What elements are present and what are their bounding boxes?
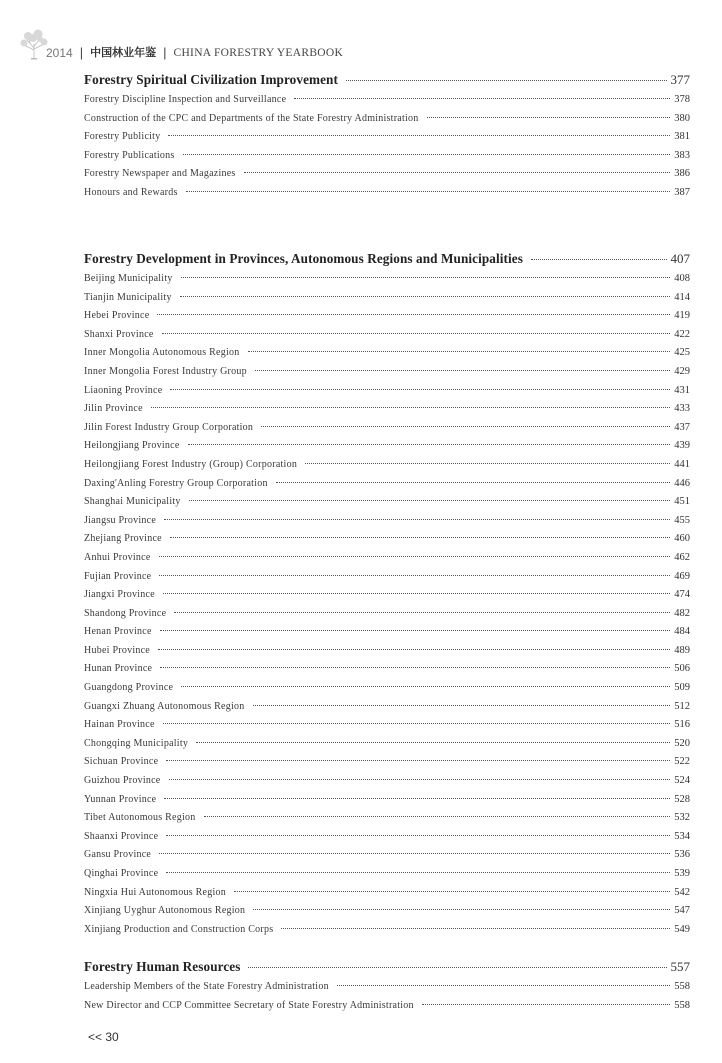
toc-entry[interactable] bbox=[84, 552, 690, 571]
dot-leader bbox=[163, 593, 670, 594]
dot-leader bbox=[164, 798, 670, 799]
entry-label: Forestry Publications bbox=[84, 149, 175, 161]
entry-page-number: 408 bbox=[674, 273, 690, 284]
dot-leader bbox=[422, 1004, 670, 1005]
entry-page-number: 455 bbox=[674, 514, 690, 526]
entry-label: Liaoning Province bbox=[84, 384, 163, 396]
entry-page-number: 482 bbox=[674, 607, 690, 619]
entry-page-number: 439 bbox=[674, 440, 690, 452]
entry-page-number: 433 bbox=[674, 403, 690, 415]
title-english: CHINA FORESTRY YEARBOOK bbox=[173, 47, 344, 59]
dot-leader bbox=[261, 426, 670, 427]
entry-label: Henan Province bbox=[84, 626, 152, 638]
toc-entry[interactable] bbox=[84, 94, 690, 113]
title-chinese: 中国林业年鉴 bbox=[90, 46, 157, 59]
entry-label: Heilongjiang Province bbox=[84, 440, 180, 452]
dot-leader bbox=[169, 779, 671, 780]
entry-label: Beijing Municipality bbox=[84, 273, 173, 284]
dot-leader bbox=[157, 314, 670, 315]
toc-entry[interactable] bbox=[84, 812, 690, 831]
entry-page-number: 532 bbox=[674, 812, 690, 824]
entry-page-number: 539 bbox=[674, 868, 690, 879]
entry-page-number: 437 bbox=[674, 421, 690, 433]
toc-entry[interactable] bbox=[84, 310, 690, 329]
dot-leader bbox=[248, 351, 671, 352]
toc-entry[interactable] bbox=[84, 794, 690, 813]
toc-entry[interactable] bbox=[84, 459, 690, 478]
dot-leader bbox=[281, 928, 670, 929]
toc-entry[interactable] bbox=[84, 719, 690, 738]
toc-entry[interactable] bbox=[84, 905, 690, 924]
entry-label: Guizhou Province bbox=[84, 775, 161, 787]
entry-label: New Director and CCP Committee Secretary of State Forestry Administration bbox=[84, 999, 414, 1011]
entry-label: Forestry Discipline Inspection and Surveillance bbox=[84, 94, 287, 105]
entry-label: Tianjin Municipality bbox=[84, 291, 172, 303]
dot-leader bbox=[234, 891, 670, 892]
toc-entry[interactable] bbox=[84, 701, 690, 720]
entry-page-number: 425 bbox=[674, 347, 690, 359]
dot-leader bbox=[181, 686, 670, 687]
entry-label: Jilin Forest Industry Group Corporation bbox=[84, 421, 254, 433]
toc-entry[interactable] bbox=[84, 515, 690, 534]
section-heading[interactable] bbox=[84, 72, 690, 94]
entry-label: Shaanxi Province bbox=[84, 830, 159, 842]
entry-page-number: 387 bbox=[674, 186, 690, 198]
entry-label: Hebei Province bbox=[84, 310, 150, 322]
dot-leader bbox=[166, 835, 670, 836]
toc-entry[interactable] bbox=[84, 608, 690, 627]
entry-page-number: 520 bbox=[674, 737, 690, 749]
entry-page-number: 469 bbox=[674, 570, 690, 582]
entry-label: Shandong Province bbox=[84, 607, 167, 619]
toc-entry[interactable] bbox=[84, 1000, 690, 1019]
toc-entry[interactable] bbox=[84, 775, 690, 794]
dot-leader bbox=[160, 667, 670, 668]
dot-leader bbox=[337, 985, 670, 986]
toc-entry[interactable] bbox=[84, 113, 690, 132]
entry-page-number: 429 bbox=[674, 365, 690, 377]
dot-leader bbox=[166, 872, 670, 873]
dot-leader bbox=[170, 389, 670, 390]
toc-entry[interactable] bbox=[84, 682, 690, 701]
toc-entry[interactable] bbox=[84, 440, 690, 459]
toc-section bbox=[84, 251, 690, 942]
entry-page-number: 524 bbox=[674, 775, 690, 787]
dot-leader bbox=[294, 98, 670, 99]
entry-page-number: 414 bbox=[674, 291, 690, 303]
toc-entry[interactable] bbox=[84, 187, 690, 206]
toc-entry[interactable] bbox=[84, 131, 690, 150]
entry-label: Sichuan Province bbox=[84, 756, 159, 768]
dot-leader bbox=[159, 853, 670, 854]
entry-page-number: 460 bbox=[674, 533, 690, 545]
entry-page-number: 558 bbox=[674, 981, 690, 992]
dot-leader bbox=[166, 760, 670, 761]
dot-leader bbox=[204, 816, 671, 817]
toc-section bbox=[84, 959, 690, 1018]
dot-leader bbox=[170, 537, 670, 538]
entry-page-number: 474 bbox=[674, 589, 690, 601]
dot-leader bbox=[159, 575, 670, 576]
running-header bbox=[18, 30, 343, 60]
entry-page-number: 522 bbox=[674, 756, 690, 768]
toc-entry[interactable] bbox=[84, 589, 690, 608]
entry-page-number: 377 bbox=[670, 72, 690, 87]
entry-page-number: 534 bbox=[674, 830, 690, 842]
toc-entry[interactable] bbox=[84, 273, 690, 292]
entry-label: Guangdong Province bbox=[84, 682, 174, 694]
toc-entry[interactable] bbox=[84, 403, 690, 422]
toc-entry[interactable] bbox=[84, 422, 690, 441]
dot-leader bbox=[346, 80, 667, 81]
dot-leader bbox=[160, 630, 671, 631]
toc-entry[interactable] bbox=[84, 868, 690, 887]
entry-label: Daxing'Anling Forestry Group Corporation bbox=[84, 477, 268, 489]
entry-page-number: 380 bbox=[674, 112, 690, 124]
entry-page-number: 441 bbox=[674, 458, 690, 470]
section-heading[interactable] bbox=[84, 251, 690, 273]
entry-page-number: 419 bbox=[674, 310, 690, 322]
toc-entry[interactable] bbox=[84, 738, 690, 757]
dot-leader bbox=[181, 277, 671, 278]
entry-label: Ningxia Hui Autonomous Region bbox=[84, 886, 226, 898]
entry-label: Hubei Province bbox=[84, 644, 150, 656]
entry-page-number: 512 bbox=[674, 700, 690, 712]
entry-label: Yunnan Province bbox=[84, 793, 157, 805]
entry-label: Honours and Rewards bbox=[84, 186, 178, 198]
entry-page-number: 381 bbox=[674, 131, 690, 143]
entry-label: Forestry Development in Provinces, Autonomous Regions and Municipalities bbox=[84, 251, 523, 266]
entry-label: Xinjiang Uyghur Autonomous Region bbox=[84, 905, 246, 917]
entry-label: Tibet Autonomous Region bbox=[84, 812, 196, 824]
entry-label: Forestry Publicity bbox=[84, 131, 161, 143]
toc-entry[interactable] bbox=[84, 329, 690, 348]
section-heading[interactable] bbox=[84, 959, 690, 981]
dot-leader bbox=[531, 259, 667, 260]
entry-page-number: 542 bbox=[674, 886, 690, 898]
entry-label: Jiangxi Province bbox=[84, 589, 155, 601]
entry-page-number: 516 bbox=[674, 719, 690, 731]
toc-entry[interactable] bbox=[84, 533, 690, 552]
entry-label: Forestry Newspaper and Magazines bbox=[84, 168, 236, 180]
toc-entry[interactable] bbox=[84, 478, 690, 497]
entry-page-number: 506 bbox=[674, 663, 690, 675]
dot-leader bbox=[151, 407, 670, 408]
entry-label: Shanghai Municipality bbox=[84, 496, 181, 508]
entry-page-number: 446 bbox=[674, 477, 690, 489]
entry-label: Inner Mongolia Autonomous Region bbox=[84, 347, 240, 359]
dot-leader bbox=[186, 191, 671, 192]
entry-page-number: 422 bbox=[674, 328, 690, 340]
dot-leader bbox=[255, 370, 670, 371]
entry-label: Leadership Members of the State Forestry Administration bbox=[84, 981, 329, 992]
dot-leader bbox=[244, 172, 671, 173]
entry-page-number: 509 bbox=[674, 682, 690, 694]
divider: | bbox=[79, 45, 84, 60]
entry-label: Shanxi Province bbox=[84, 328, 154, 340]
dot-leader bbox=[163, 723, 671, 724]
dot-leader bbox=[159, 556, 671, 557]
toc-entry[interactable] bbox=[84, 571, 690, 590]
entry-label: Chongqing Municipality bbox=[84, 737, 189, 749]
dot-leader bbox=[162, 333, 671, 334]
entry-label: Forestry Spiritual Civilization Improvement bbox=[84, 72, 338, 87]
entry-label: Hunan Province bbox=[84, 663, 153, 675]
dot-leader bbox=[196, 742, 670, 743]
tree-logo-icon bbox=[18, 28, 50, 60]
entry-label: Forestry Human Resources bbox=[84, 959, 241, 974]
entry-page-number: 386 bbox=[674, 168, 690, 180]
entry-page-number: 547 bbox=[674, 905, 690, 917]
entry-page-number: 484 bbox=[674, 626, 690, 638]
toc-entry[interactable] bbox=[84, 645, 690, 664]
toc-entry[interactable] bbox=[84, 385, 690, 404]
toc-entry[interactable] bbox=[84, 831, 690, 850]
entry-label: Heilongjiang Forest Industry (Group) Corporation bbox=[84, 458, 298, 470]
dot-leader bbox=[305, 463, 670, 464]
entry-page-number: 378 bbox=[674, 94, 690, 105]
entry-label: Zhejiang Province bbox=[84, 533, 162, 545]
dot-leader bbox=[253, 705, 671, 706]
entry-page-number: 383 bbox=[674, 149, 690, 161]
dot-leader bbox=[164, 519, 670, 520]
entry-label: Xinjiang Production and Construction Corps bbox=[84, 923, 274, 935]
entry-page-number: 558 bbox=[674, 999, 690, 1011]
toc-entry[interactable] bbox=[84, 849, 690, 868]
dot-leader bbox=[248, 967, 666, 968]
entry-label: Guangxi Zhuang Autonomous Region bbox=[84, 700, 245, 712]
entry-page-number: 557 bbox=[670, 959, 690, 974]
dot-leader bbox=[180, 296, 671, 297]
entry-label: Hainan Province bbox=[84, 719, 155, 731]
entry-label: Fujian Province bbox=[84, 570, 152, 582]
entry-label: Jilin Province bbox=[84, 403, 143, 415]
toc-entry[interactable] bbox=[84, 292, 690, 311]
entry-label: Qinghai Province bbox=[84, 868, 159, 879]
year: 2014 bbox=[46, 46, 73, 60]
divider: | bbox=[163, 45, 167, 60]
toc-entry[interactable] bbox=[84, 347, 690, 366]
toc-entry[interactable] bbox=[84, 924, 690, 943]
dot-leader bbox=[174, 612, 670, 613]
toc-entry[interactable] bbox=[84, 150, 690, 169]
entry-page-number: 489 bbox=[674, 644, 690, 656]
toc-entry[interactable] bbox=[84, 756, 690, 775]
toc-entry[interactable] bbox=[84, 663, 690, 682]
toc-entry[interactable] bbox=[84, 366, 690, 385]
toc-section bbox=[84, 72, 690, 206]
toc-entry[interactable] bbox=[84, 981, 690, 1000]
page-number: << 30 bbox=[88, 1030, 119, 1044]
toc-entry[interactable] bbox=[84, 626, 690, 645]
dot-leader bbox=[189, 500, 671, 501]
entry-page-number: 528 bbox=[674, 793, 690, 805]
dot-leader bbox=[427, 117, 671, 118]
entry-page-number: 451 bbox=[674, 496, 690, 508]
entry-page-number: 407 bbox=[670, 251, 690, 266]
entry-label: Construction of the CPC and Departments of the State Forestry Administration bbox=[84, 112, 419, 124]
dot-leader bbox=[188, 444, 671, 445]
dot-leader bbox=[183, 154, 671, 155]
entry-page-number: 549 bbox=[674, 923, 690, 935]
entry-page-number: 431 bbox=[674, 384, 690, 396]
entry-page-number: 462 bbox=[674, 551, 690, 563]
dot-leader bbox=[276, 482, 671, 483]
entry-label: Jiangsu Province bbox=[84, 514, 157, 526]
toc-entry[interactable] bbox=[84, 168, 690, 187]
dot-leader bbox=[253, 909, 670, 910]
dot-leader bbox=[168, 135, 670, 136]
entry-page-number: 536 bbox=[674, 849, 690, 861]
entry-label: Gansu Province bbox=[84, 849, 152, 861]
toc-entry[interactable] bbox=[84, 887, 690, 906]
entry-label: Inner Mongolia Forest Industry Group bbox=[84, 365, 247, 377]
entry-label: Anhui Province bbox=[84, 551, 151, 563]
toc-entry[interactable] bbox=[84, 496, 690, 515]
dot-leader bbox=[158, 649, 670, 650]
